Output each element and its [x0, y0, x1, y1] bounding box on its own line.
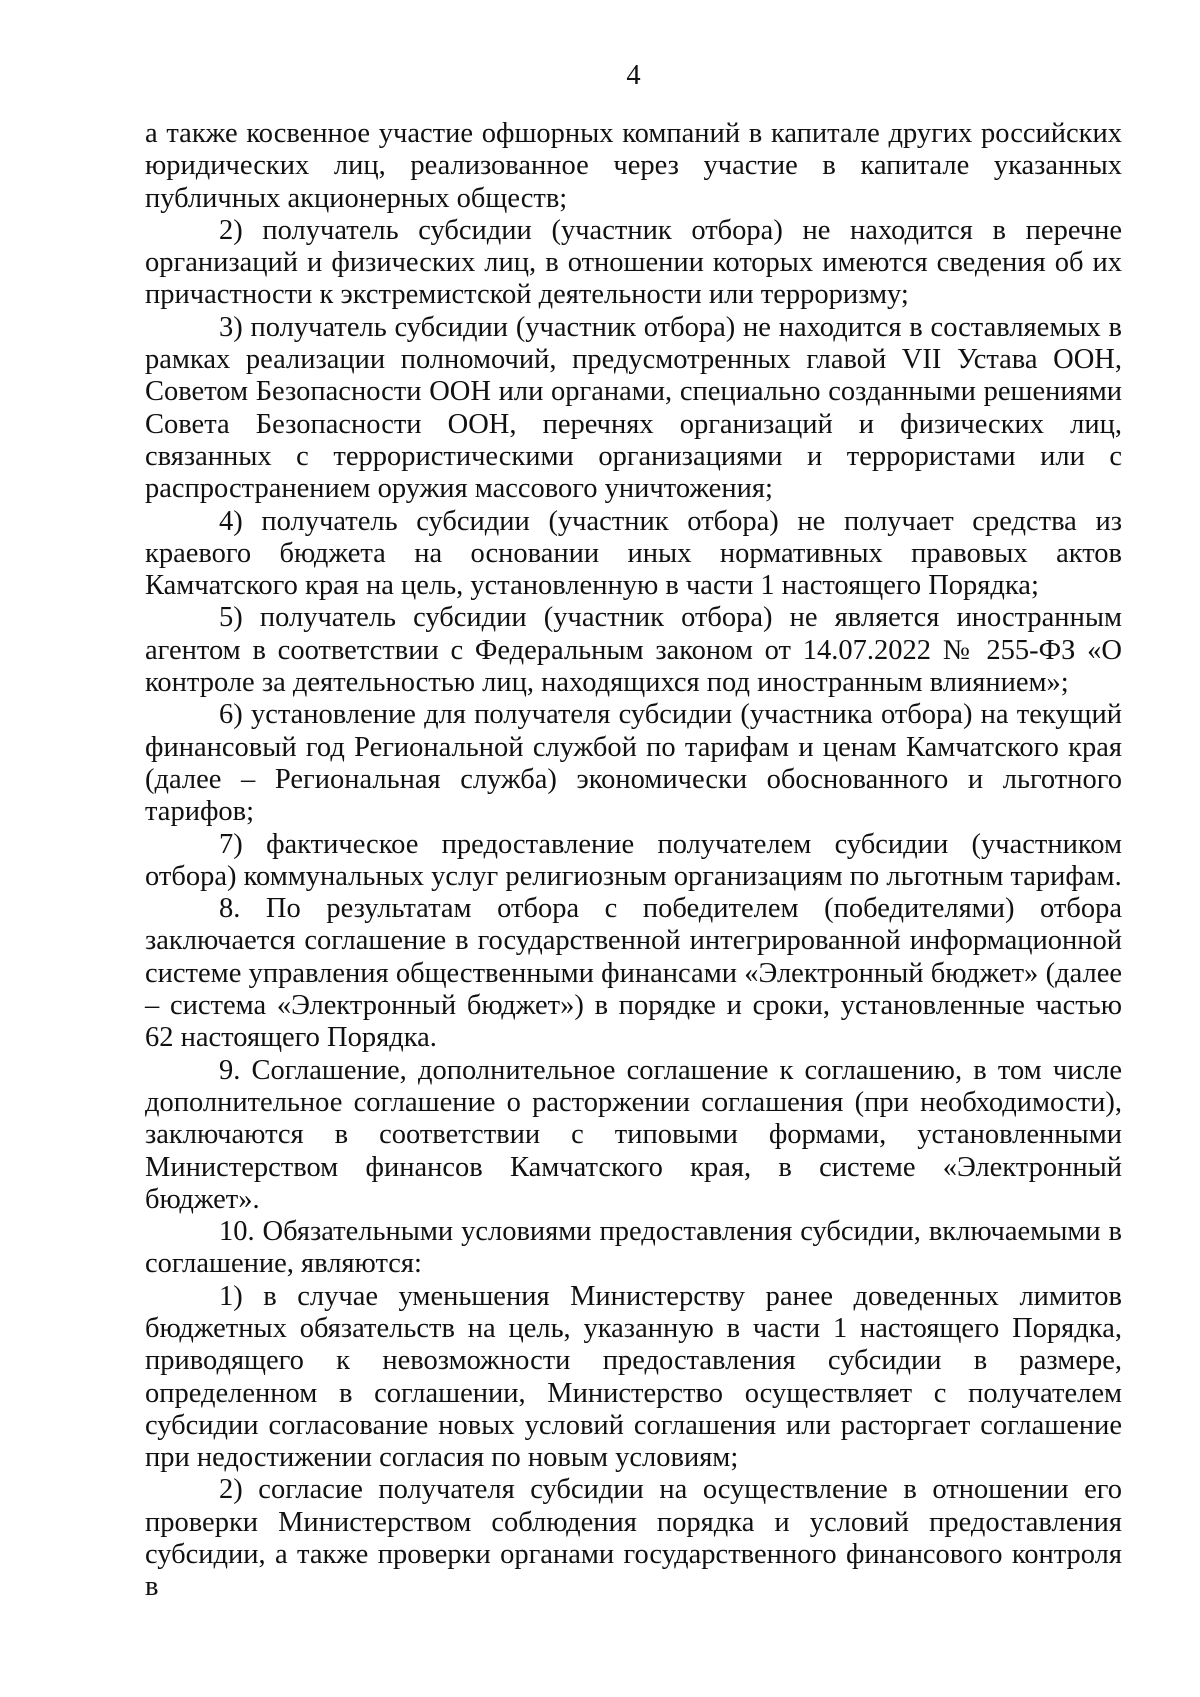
paragraph-item-3: 3) получатель субсидии (участник отбора) не находится в составляемых в рамках реализации полномочий, предусмотренных главой VII Устава ООН, Советом Безопасности ООН или органами, специально созданными решениями Совета Безопасности ООН, перечнях организаций и физических лиц, связанных с террористическими организациями и террористами или с распространением оружия массового уничтожения;: [145, 311, 1122, 505]
document-page: [145, 60, 1122, 1604]
paragraph-item-4: 4) получатель субсидии (участник отбора) не получает средства из краевого бюджета на основании иных нормативных правовых актов Камчатского края на цель, установленную в части 1 настоящего Порядка;: [145, 505, 1122, 602]
paragraph-continuation: а также косвенное участие офшорных компаний в капитале других российских юридических лиц, реализованное через участие в капитале указанных публичных акционерных обществ;: [145, 118, 1122, 214]
paragraph-section-10: 10. Обязательными условиями предоставления субсидии, включаемыми в соглашение, являются:: [145, 1216, 1122, 1280]
paragraph-subitem-1: 1) в случае уменьшения Министерству ранее доведенных лимитов бюджетных обязательств на цель, указанную в части 1 настоящего Порядка, приводящего к невозможности предоставления субсидии в размере, определенном в соглашении, Министерство осуществляет с получателем субсидии согласование новых условий соглашения или расторгает соглашение при недостижении согласия по новым условиям;: [145, 1280, 1122, 1474]
page-number: 4: [626, 60, 641, 91]
paragraph-section-9: 9. Соглашение, дополнительное соглашение к соглашению, в том числе дополнительное соглашение о расторжении соглашения (при необходимости), заключаются в соответствии с типовыми формами, установленными Министерством финансов Камчатского края, в системе «Электронный бюджет».: [145, 1054, 1122, 1215]
paragraph-item-2: 2) получатель субсидии (участник отбора) не находится в перечне организаций и физических лиц, в отношении которых имеются сведения об их причастности к экстремистской деятельности или терроризму;: [145, 214, 1122, 311]
paragraph-section-8: 8. По результатам отбора с победителем (победителями) отбора заключается соглашение в государственной интегрированной информационной системе управления общественными финансами «Электронный бюджет» (далее – система «Электронный бюджет») в порядке и сроки, установленные частью 62 настоящего Порядка.: [145, 893, 1122, 1054]
paragraph-item-5: 5) получатель субсидии (участник отбора) не является иностранным агентом в соответствии с Федеральным законом от 14.07.2022 № 255-ФЗ «О контроле за деятельностью лиц, находящихся под иностранным влиянием»;: [145, 602, 1122, 699]
paragraph-subitem-2: 2) согласие получателя субсидии на осуществление в отношении его проверки Министерством соблюдения порядка и условий предоставления субсидии, а также проверки органами государственного финансового контроля в: [145, 1474, 1122, 1603]
paragraph-item-6: 6) установление для получателя субсидии (участника отбора) на текущий финансовый год Региональной службой по тарифам и ценам Камчатского края (далее – Региональная служба) экономически обоснованного и льготного тарифов;: [145, 699, 1122, 828]
paragraph-item-7: 7) фактическое предоставление получателем субсидии (участником отбора) коммунальных услуг религиозным организациям по льготным тарифам.: [145, 828, 1122, 892]
